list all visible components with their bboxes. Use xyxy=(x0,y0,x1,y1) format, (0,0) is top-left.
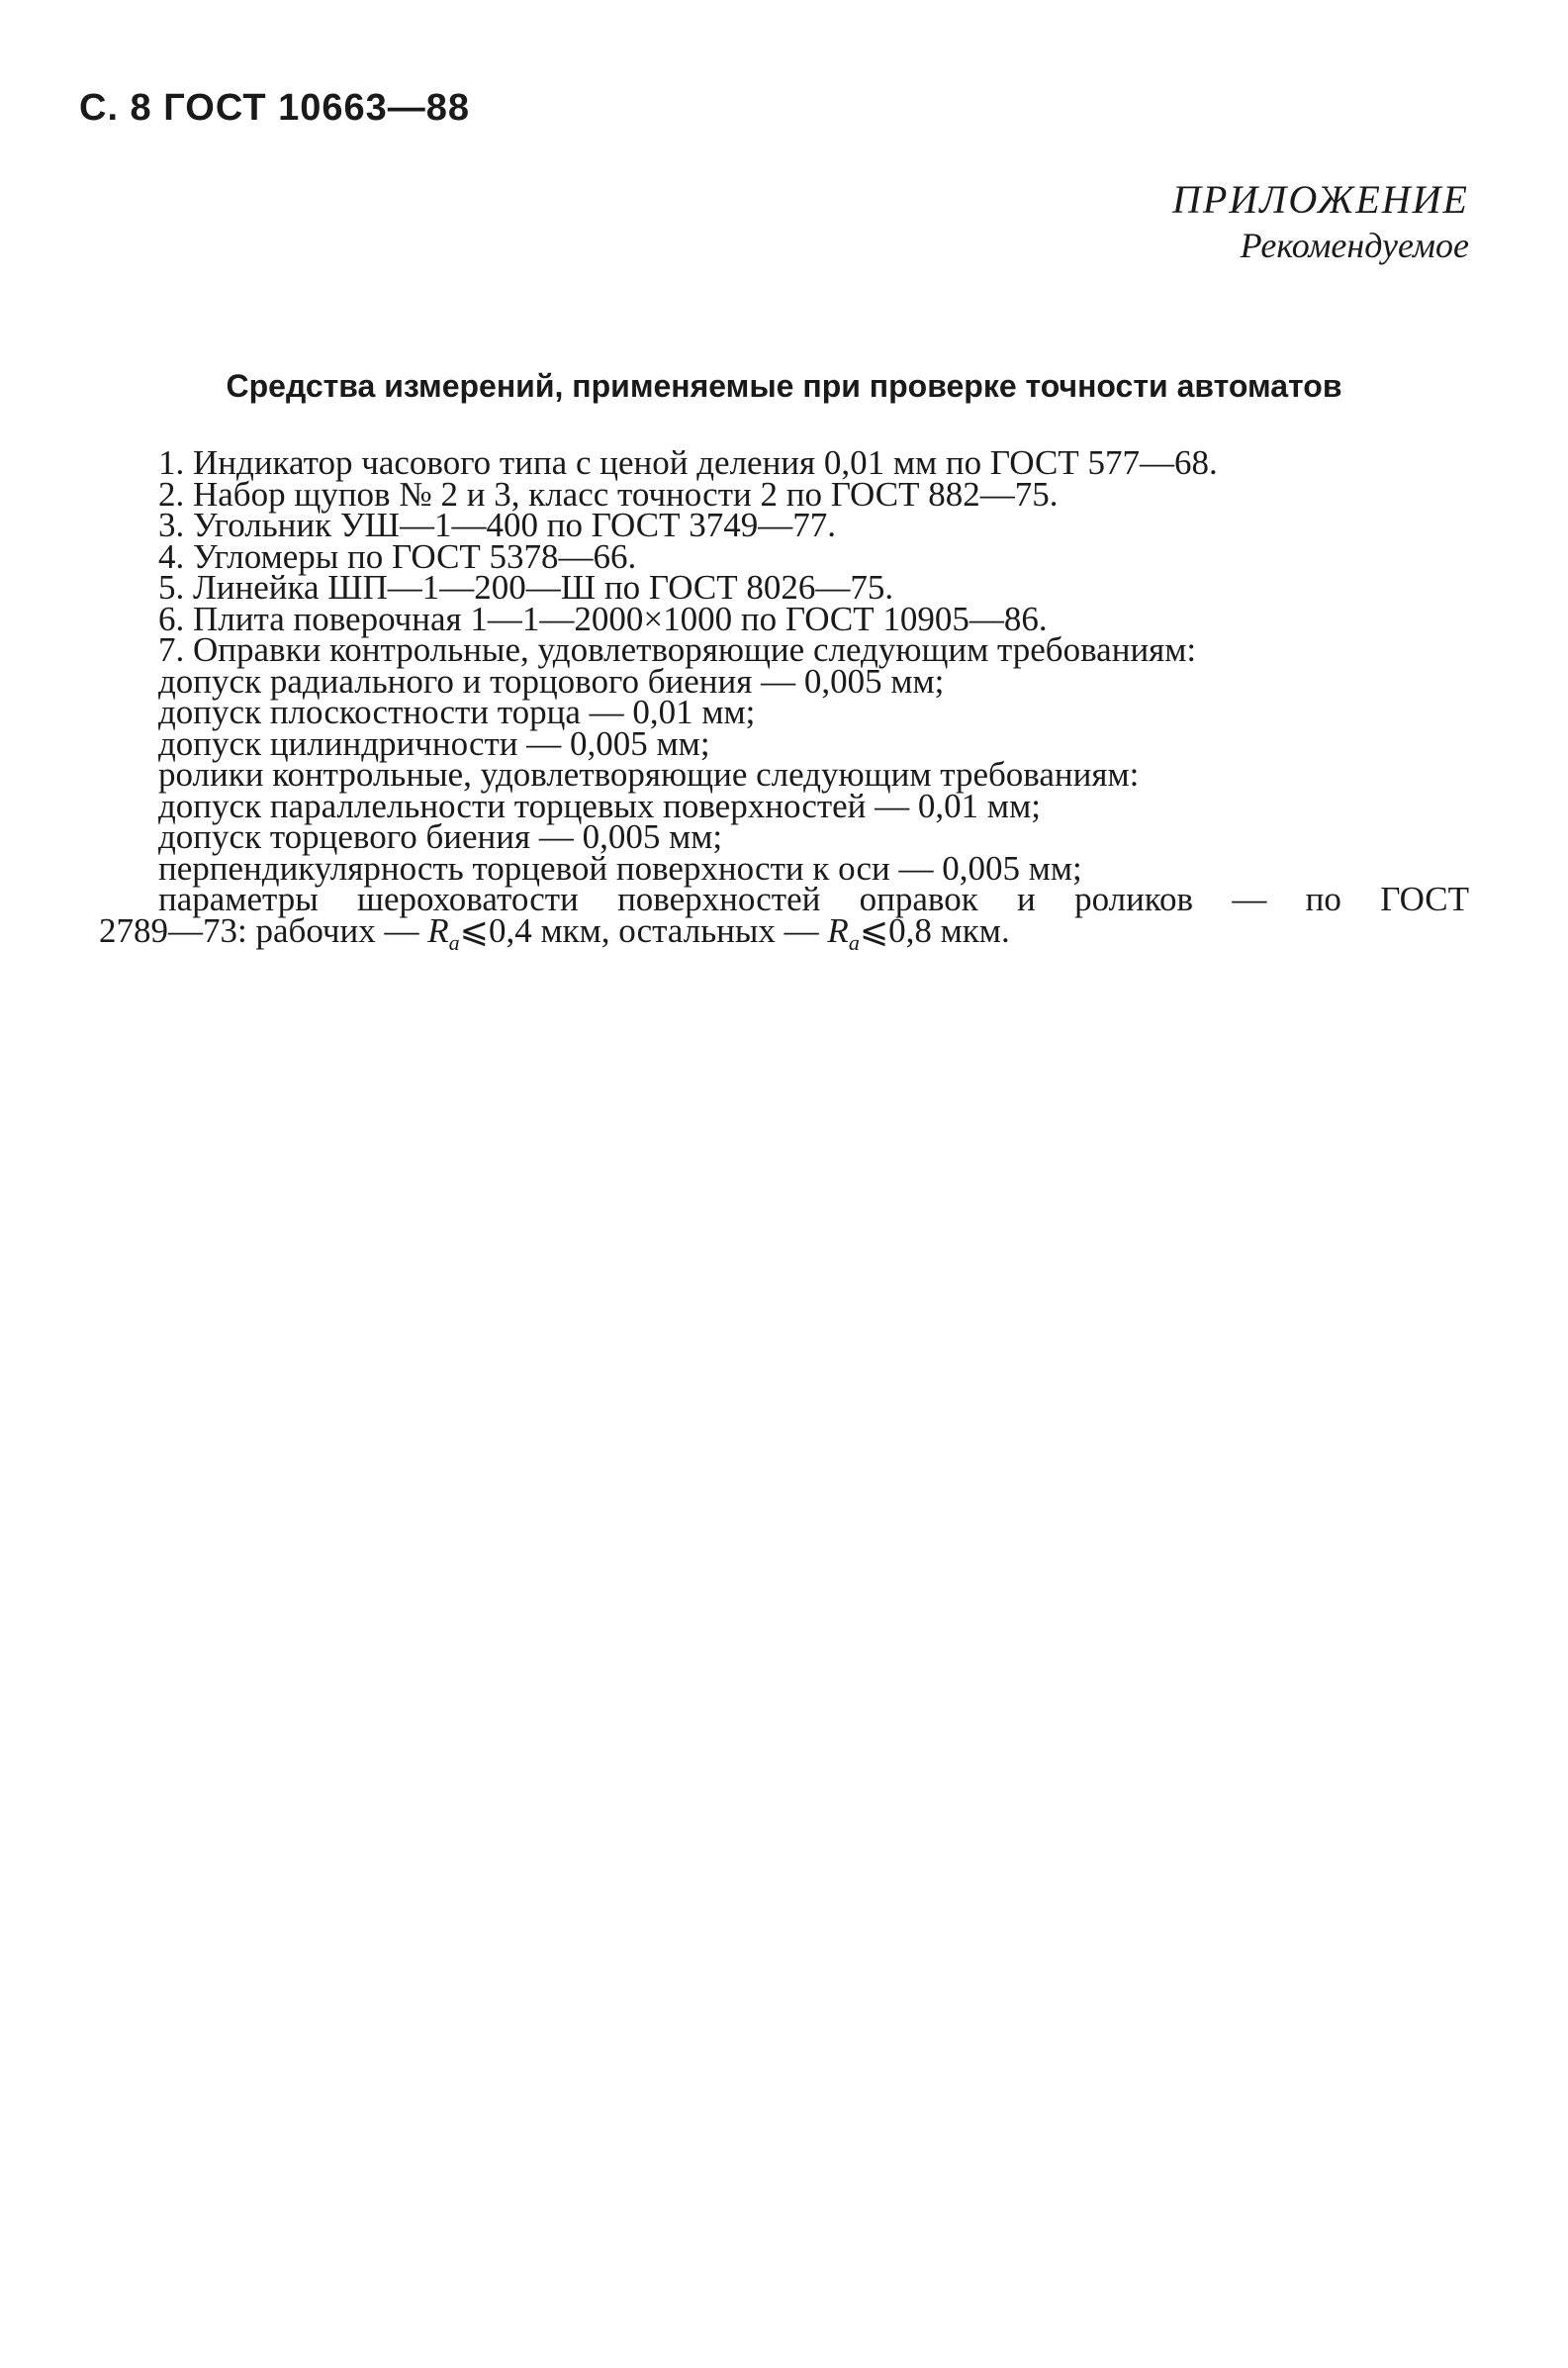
list-item-5: 5. Линейка ШП—1—200—Ш по ГОСТ 8026—75. xyxy=(158,568,894,607)
ra-symbol: $R_a$ xyxy=(427,910,460,955)
page-header: С. 8 ГОСТ 10663—88 xyxy=(79,87,471,129)
document-body xyxy=(99,443,1469,958)
requirement-line: ролики контрольные, удовлетворяющие следующим требованиям: xyxy=(158,755,1140,794)
list-item-6: 6. Плита поверочная 1—1—2000×1000 по ГОСТ 10905—86. xyxy=(158,599,1048,638)
document-title: Средства измерений, применяемые при проверке точности автоматов xyxy=(226,368,1342,404)
other-roughness-value: ⩽0,8 мкм. xyxy=(859,910,1010,950)
appendix-subtitle: Рекомендуемое xyxy=(1240,226,1469,265)
list-item-2: 2. Набор щупов № 2 и 3, класс точности 2 по ГОСТ 882—75. xyxy=(158,474,1059,514)
list-item-4: 4. Угломеры по ГОСТ 5378—66. xyxy=(158,536,637,576)
list-item-1: 1. Индикатор часового типа с ценой деления 0,01 мм по ГОСТ 577—68. xyxy=(158,443,1218,482)
appendix-label xyxy=(1172,176,1469,267)
requirement-line: допуск торцевого биения — 0,005 мм; xyxy=(158,817,723,856)
requirement-line: допуск цилиндричности — 0,005 мм; xyxy=(158,723,710,763)
list-item-3: 3. Угольник УШ—1—400 по ГОСТ 3749—77. xyxy=(158,506,836,544)
appendix-title: ПРИЛОЖЕНИЕ xyxy=(1172,177,1469,222)
working-roughness-value: ⩽0,4 мкм, остальных — xyxy=(459,910,828,950)
list-item-7: 7. Оправки контрольные, удовлетворяющие следующим требованиям: xyxy=(158,630,1197,669)
roughness-standard: 2789—73: рабочих — xyxy=(99,910,428,950)
requirement-line: допуск параллельности торцевых поверхностей — 0,01 мм; xyxy=(158,786,1041,825)
requirement-line: перпендикулярность торцевой поверхности к оси — 0,005 мм; xyxy=(158,848,1082,888)
roughness-params-text: параметры шероховатости поверхностей оправок и роликов — по ГОСТ xyxy=(158,880,1469,918)
requirement-line: допуск плоскостности торца — 0,01 мм; xyxy=(158,693,756,731)
ra-symbol: $R_a$ xyxy=(827,910,860,955)
roughness-values-line xyxy=(99,910,1469,959)
requirement-line: допуск радиального и торцового биения — 0,005 мм; xyxy=(158,661,945,701)
